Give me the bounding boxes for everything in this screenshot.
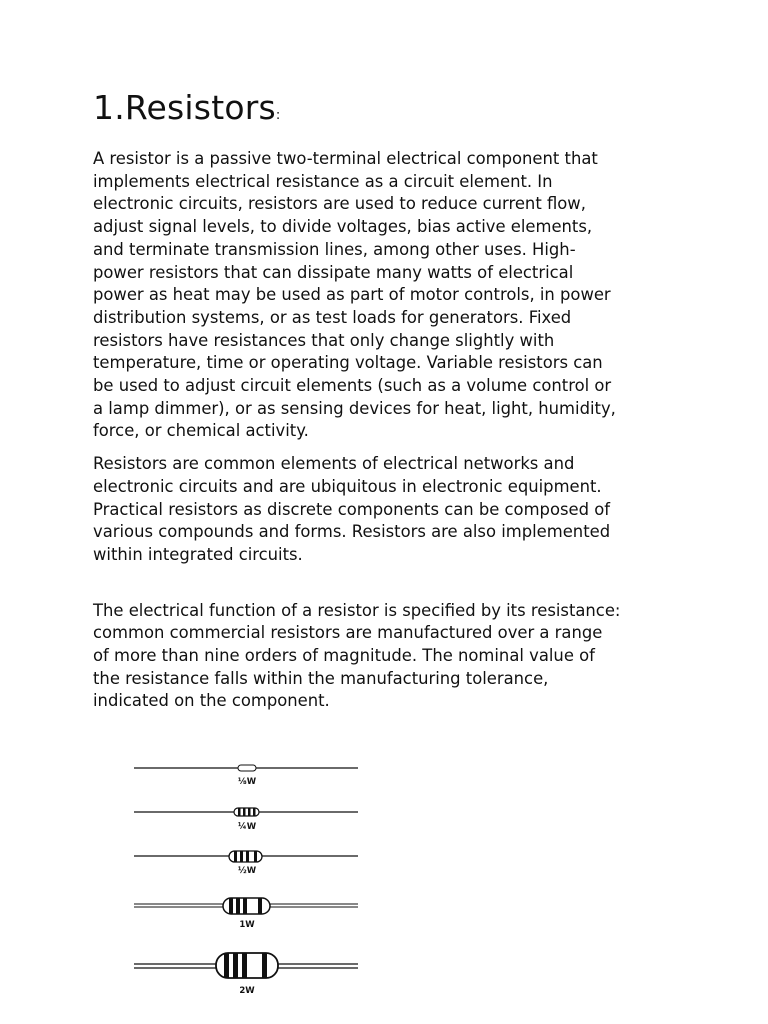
resistor-sizes-illustration (128, 756, 372, 1002)
resistor-one-watt (134, 898, 358, 930)
resistor-half-watt (134, 851, 358, 876)
resistor-quarter-watt (134, 808, 358, 832)
title-colon: : (275, 108, 281, 123)
paragraph-3: The electrical function of a resistor is specified by its resistance: common commercial resistors are manufactured over a range of more than nine orders of magnitude. The nominal value of the resistance falls within the manufacturing tolerance, indicated on the component. (93, 600, 621, 711)
resistor-label-eighth-watt: ⅛W (237, 777, 257, 787)
resistor-label-half-watt: ½W (237, 866, 257, 876)
paragraph-1: A resistor is a passive two-terminal electrical component that implements electrical resistance as a circuit element. In electronic circuits, resistors are used to reduce current flow, adjust signal levels, to divide voltages, bias active elements, and terminate transmission lines, among other uses. High- power resistors that can dissipate many watts of electrical power as heat may be used as part of motor controls, in power distribution systems, or as test loads for generators. Fixed resistors have resistances that only change slightly with temperature, time or operating voltage. Variable resistors can be used to adjust circuit elements (such as a volume control or a lamp dimmer), or as sensing devices for heat, light, humidity, force, or chemical activity. (93, 149, 616, 441)
paragraph-2: Resistors are common elements of electrical networks and electronic circuits and are ubiquitous in electronic equipment. Practical resistors as discrete components can be composed of various compounds and forms. Resistors are also implemented within integrated circuits. (93, 454, 611, 564)
resistor-label-two-watt: 2W (239, 986, 255, 996)
title-text: 1.Resistors (93, 88, 276, 127)
document-page (93, 88, 693, 713)
resistor-label-one-watt: 1W (239, 920, 255, 930)
resistor-two-watt (134, 953, 358, 996)
page-title (93, 88, 693, 136)
resistor-eighth-watt (134, 765, 358, 787)
resistor-sizes-figure (128, 756, 372, 1002)
resistor-label-quarter-watt: ¼W (237, 822, 257, 832)
